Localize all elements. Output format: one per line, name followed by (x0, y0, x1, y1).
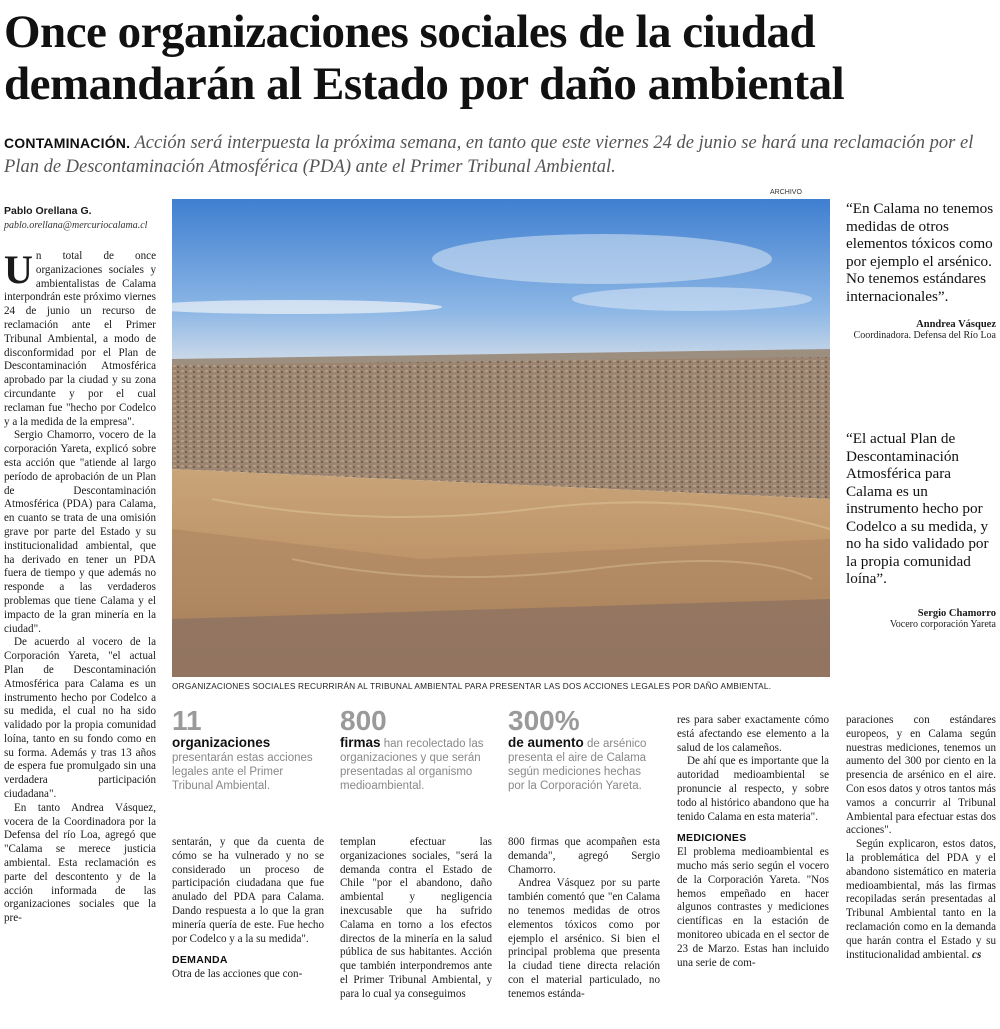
quote-author-role: Vocero corporación Yareta (889, 618, 996, 630)
calama-landscape-image (172, 199, 830, 677)
paragraph: De ahí que es importante que la autoridad medioambiental se pronuncie al respecto, y sobre todo al histórico abandono que ha tenido Calama en esta materia". (677, 755, 829, 823)
column-4 (508, 836, 660, 1002)
deck (4, 131, 996, 179)
quote-author-role: Coordinadora. Defensa del Río Loa (853, 330, 996, 341)
article-photo (172, 199, 830, 677)
stat-number: 300% (508, 705, 580, 736)
stat-number: 11 (172, 705, 202, 736)
paragraph: Otra de las acciones que con- (172, 968, 303, 981)
kicker: CONTAMINACIÓN. (4, 135, 131, 151)
paragraph: De acuerdo al vocero de la Corporación Yareta, "el actual Plan de Descontaminación Atmosférica para Calama es un instrumento hecho por Codelco a su medida, el cual no ha sido validado por la propia comunidad loína, tanto en su fondo como en su forma. Además y tras 13 años de espera fue promulgado sin una verdadera participación ciudadana". (4, 636, 156, 801)
photo-caption: ORGANIZACIONES SOCIALES RECURRIRÁN AL TRIBUNAL AMBIENTAL PARA PRESENTAR LAS DOS ACCIONES LEGALES POR DAÑO AMBIENTAL. (172, 681, 772, 691)
paragraph: paraciones con estándares europeos, y en Calama según nuestras mediciones, tenemos un aumento del 300 por ciento en la presencia de arsénico en el aire. Con esos datos y otros tantos más vamos a concurrir al Tribunal Ambiental para efectuar estas dos acciones". (846, 714, 996, 837)
byline-name: Pablo Orellana G. (4, 205, 92, 217)
column-2 (172, 836, 324, 982)
photo-credit: ARCHIVO (770, 189, 802, 196)
stat-description: firmas han recolectado las organizaciones y que serán presentadas al organismo medioambiental. (340, 735, 484, 792)
stat-box-1 (172, 706, 324, 793)
quote-text: “En Calama no tenemos medidas de otros elementos tóxicos como por ejemplo el arsénico. No tenemos estándares internacionales”. (846, 200, 994, 305)
column-6 (846, 714, 996, 962)
paragraph: El problema medioambiental es mucho más serio según el vocero de la Corporación Yareta. "Nos hemos empeñado en hacer algunos contrastes y mediciones científicas en la estación de monitoreo ubicada en el sector de 23 de Marzo. Estas han incluido una serie de com- (677, 846, 829, 969)
deck-text: Acción será interpuesta la próxima semana, en tanto que este viernes 24 de junio se hará una reclamación por el Plan de Descontaminación Atmosférica (PDA) ante el Primer Tribunal Ambiental. (4, 133, 974, 177)
drop-cap: U (4, 247, 33, 292)
pull-quote-2 (846, 430, 996, 630)
column-1 (4, 247, 156, 926)
subhead-demanda: DEMANDA (172, 954, 228, 967)
end-mark-icon: cs (972, 948, 982, 961)
paragraph: res para saber exactamente cómo está afectando ese elemento a la salud de los calameños. (677, 714, 829, 754)
paragraph: Según explicaron, estos datos, la problemática del PDA y el abandono sistemático en materia medioambiental, más las firmas recopiladas serán presentadas al Tribunal Ambiental tanto en la reclamación como en la demanda que harán contra el Estado y su institucionalidad ambiental. cs (846, 838, 996, 961)
column-3 (340, 836, 492, 1002)
paragraph: sentarán, y que da cuenta de cómo se ha vulnerado y no se considerado un proceso de participación ciudadana que fue anulado del PDA para Calama. Dando respuesta a lo que la gran minería quería de este. Fue hecho por Codelco y a la su medida". (172, 836, 324, 945)
paragraph: 800 firmas que acompañen esta demanda", agregó Sergio Chamorro. (508, 836, 660, 876)
paragraph: Un total de once organizaciones sociales y ambientalistas de Calama interpondrán este próximo viernes 24 de junio un recurso de reclamación ante el Primer Tribunal Ambiental, a modo de disconformidad por el Plan de Descontaminación Atmosférica aprobado par la ciudad y su zona circundante y por el cual reclaman fue "hecho por Codelco y a la medida de la empresa". (4, 247, 156, 428)
pull-quote-1 (846, 200, 996, 341)
paragraph: En tanto Andrea Vásquez, vocera de la Coordinadora por la Defensa del río Loa, agregó que "Calama se merece justicia ambiental. Esta reclamación es parte del descontento y de la acción informada de las organizaciones sociales que la pre- (4, 801, 156, 925)
paragraph: Andrea Vásquez por su parte también comentó que "en Calama no tenemos medidas de otros elementos tóxicos como por ejemplo el arsénico. Si bien el principal problema que presenta la ciudad tiene directa relación con el material particulado, no tenemos estánda- (508, 877, 660, 1000)
stat-box-3 (508, 706, 660, 793)
quote-author: Sergio Chamorro (917, 607, 996, 619)
stat-description: de aumento de arsénico presenta el aire de Calama según mediciones hechas por la Corporación Yareta. (508, 735, 647, 792)
headline: Once organizaciones sociales de la ciudad demandarán al Estado por daño ambiental (4, 6, 845, 110)
byline-email: pablo.orellana@mercuriocalama.cl (4, 220, 148, 231)
stat-number: 800 (340, 705, 387, 736)
paragraph: Sergio Chamorro, vocero de la corporación Yareta, explicó sobre esta acción que "atiende al largo período de aprobación de un Plan de Descontaminación Atmosférica (PDA) para Calama, en cuanto se trata de una omisión grave por parte del Estado y su institucionalidad ambiental, que ha derivado en tener un PDA fuera de tiempo y que además no responde a las verdaderos problemas que tiene Calama y el impacto de la gran minería en la ciudad". (4, 429, 156, 635)
stat-description: organizaciones presentarán estas acciones legales ante el Primer Tribunal Ambiental. (172, 735, 313, 792)
quote-text: “El actual Plan de Descontaminación Atmosférica para Calama es un instrumento hecho por Codelco a su medida, y no ha sido validado por la propia comunidad loína”. (846, 430, 989, 587)
stat-box-2 (340, 706, 492, 793)
paragraph: templan efectuar las organizaciones sociales, "será la demanda contra el Estado de Chile "por el abandono, daño ambiental y negligencia inexcusable que ha sufrido Calama en torno a los efectos directos de la minería en la salud pública de sus habitantes. Acción que también interpondremos ante el Primer Tribunal Ambiental, y para lo cual ya conseguimos (340, 836, 492, 1000)
column-5 (677, 714, 829, 970)
subhead-mediciones: MEDICIONES (677, 832, 747, 845)
quote-author: Anndrea Vásquez (916, 319, 996, 330)
